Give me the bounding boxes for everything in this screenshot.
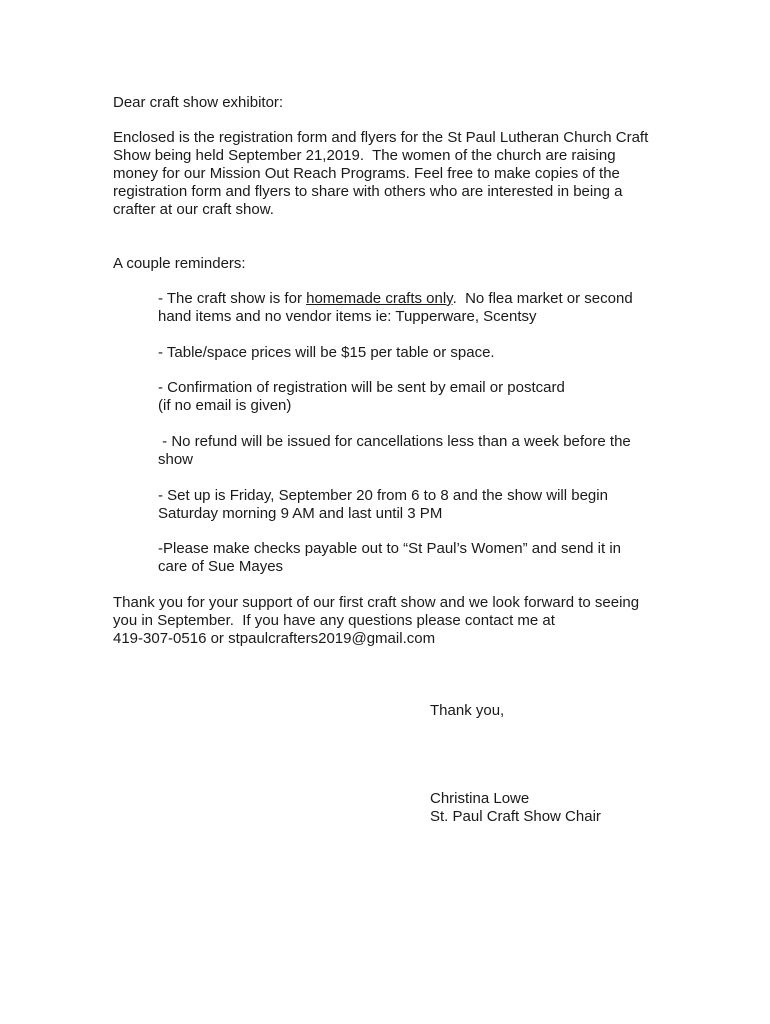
reminder-line: [158, 290, 678, 308]
intro-line: crafter at our craft show.: [113, 201, 274, 218]
reminder-line: hand items and no vendor items ie: Tupperware, Scentsy: [158, 308, 537, 325]
signature-block: [430, 790, 730, 826]
thanks-line: 419-307-0516 or stpaulcrafters2019@gmail.com: [113, 630, 436, 647]
salutation: [113, 94, 673, 112]
intro-line: money for our Mission Out Reach Programs. Feel free to make copies of the: [113, 165, 620, 182]
reminder-line: (if no email is given): [158, 397, 292, 414]
reminder-prefix: - The craft show is for: [158, 290, 307, 307]
reminder-suffix: . No flea market or second: [452, 290, 633, 307]
reminder-item: [158, 540, 678, 576]
intro-line: registration form and flyers to share with others who are interested in being a: [113, 183, 623, 200]
closing-text: Thank you,: [430, 702, 505, 719]
reminder-line: - Confirmation of registration will be sent by email or postcard: [158, 379, 565, 396]
reminder-line: Saturday morning 9 AM and last until 3 PM: [158, 505, 443, 522]
closing: [430, 702, 730, 720]
reminder-line: show: [158, 451, 194, 468]
signature-title: St. Paul Craft Show Chair: [430, 808, 601, 825]
reminder-line: - Table/space prices will be $15 per table or space.: [158, 344, 495, 361]
reminder-item: [158, 290, 678, 326]
thanks-line: Thank you for your support of our first craft show and we look forward to seeing: [113, 594, 640, 611]
intro-line: Show being held September 21,2019. The women of the church are raising: [113, 147, 616, 164]
reminder-item: [158, 379, 678, 415]
reminders-heading-text: A couple reminders:: [113, 255, 246, 272]
salutation-text: Dear craft show exhibitor:: [113, 94, 284, 111]
homemade-crafts-emphasis: homemade crafts only: [306, 290, 453, 307]
reminder-item: [158, 487, 678, 523]
reminders-heading: [113, 255, 673, 273]
reminder-line: -Please make checks payable out to “St Paul’s Women” and send it in: [158, 540, 622, 557]
intro-paragraph: [113, 129, 673, 219]
reminder-line: - No refund will be issued for cancellations less than a week before the: [158, 433, 631, 450]
reminder-line: care of Sue Mayes: [158, 558, 284, 575]
reminder-line: - Set up is Friday, September 20 from 6 to 8 and the show will begin: [158, 487, 608, 504]
reminder-item: [158, 433, 678, 469]
thanks-line: you in September. If you have any questions please contact me at: [113, 612, 555, 629]
thanks-paragraph: [113, 594, 673, 648]
reminder-item: [158, 344, 678, 362]
intro-line: Enclosed is the registration form and flyers for the St Paul Lutheran Church Craft: [113, 129, 649, 146]
signature-name: Christina Lowe: [430, 790, 530, 807]
